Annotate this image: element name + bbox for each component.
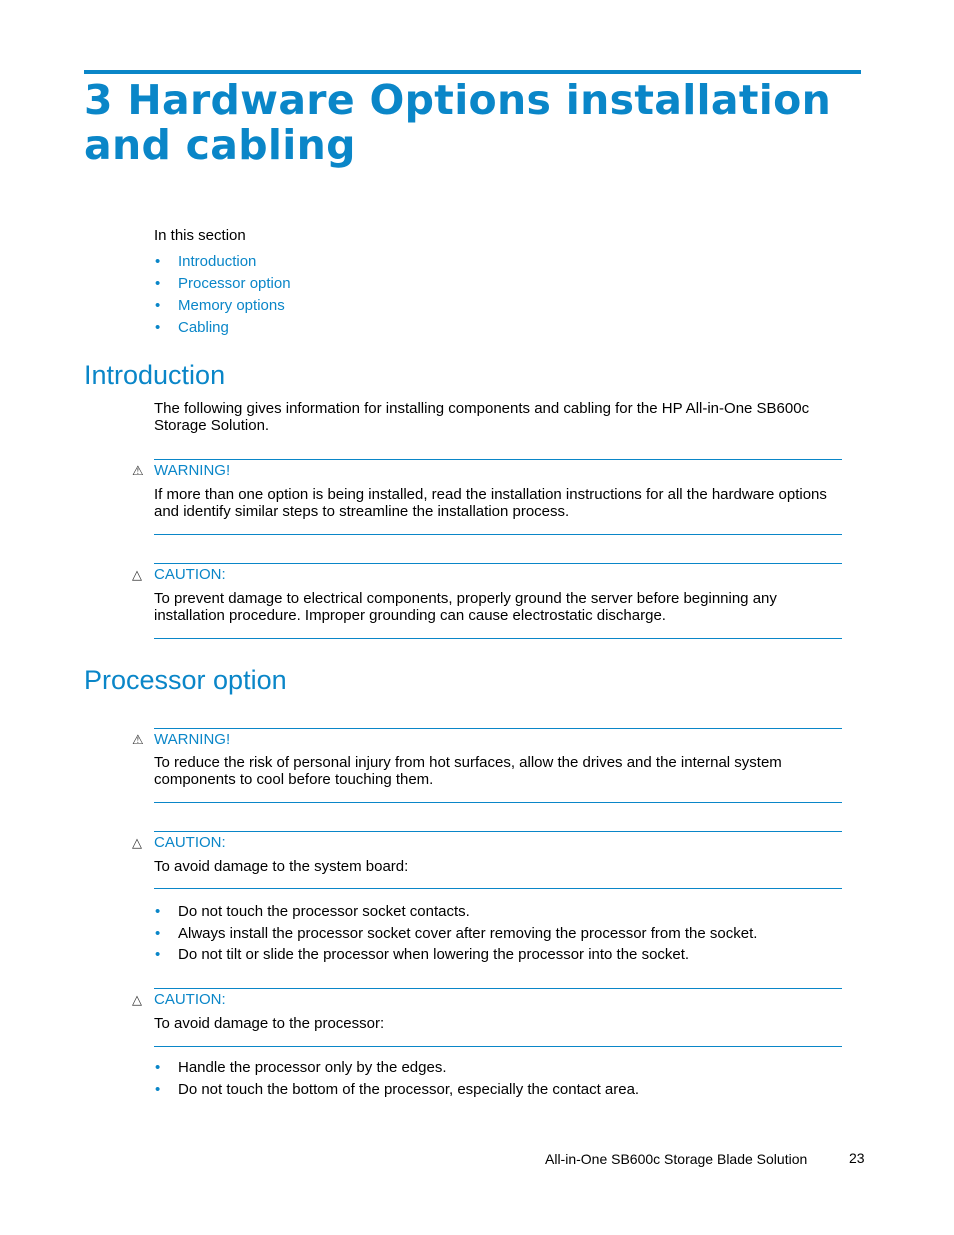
warning-icon: ⚠ — [132, 463, 144, 478]
caution-icon: △ — [132, 835, 142, 850]
toc-list — [154, 251, 291, 339]
notice-rule — [154, 459, 842, 460]
toc-label: In this section — [154, 227, 246, 244]
caution-icon: △ — [132, 992, 142, 1007]
bullet-icon: • — [155, 1080, 161, 1098]
notice-rule — [154, 563, 842, 564]
warning-label-text: WARNING! — [154, 462, 231, 479]
list-item-text: Do not touch the processor socket contacts. — [178, 903, 470, 920]
caution-label-text: CAUTION: — [154, 991, 226, 1008]
warning-text: To reduce the risk of personal injury from hot surfaces, allow the drives and the internal system components to cool before touching them. — [154, 754, 782, 788]
notice-rule — [154, 802, 842, 803]
list-item-text: Do not touch the bottom of the processor, especially the contact area. — [178, 1080, 640, 1098]
toc-link-introduction[interactable]: Introduction — [178, 253, 257, 270]
list-item-text: Always install the processor socket cover after removing the processor from the socket. — [178, 924, 758, 942]
notice-rule — [154, 988, 842, 989]
toc-item-introduction — [154, 251, 291, 273]
footer-title: All-in-One SB600c Storage Blade Solution — [545, 1151, 808, 1167]
caution-label-text: CAUTION: — [154, 834, 226, 851]
toc-link-processor-option[interactable]: Processor option — [178, 275, 291, 292]
warning-icon: ⚠ — [132, 732, 144, 747]
bullet-icon: • — [155, 319, 161, 336]
notice-rule — [154, 638, 842, 639]
list-item — [154, 1079, 639, 1101]
notice-rule — [154, 1046, 842, 1047]
caution-text: To avoid damage to the processor: — [154, 1015, 385, 1032]
list-item-text: Do not tilt or slide the processor when lowering the processor into the socket. — [178, 946, 690, 963]
caution-label — [132, 990, 226, 1010]
introduction-body: The following gives information for installing components and cabling for the HP All-in-One SB600c Storage Solution. — [154, 400, 810, 434]
list-item — [154, 944, 757, 966]
list-item-text: Handle the processor only by the edges. — [178, 1059, 447, 1076]
page-number: 23 — [849, 1150, 865, 1166]
bullet-icon: • — [155, 297, 161, 314]
notice-rule — [154, 534, 842, 535]
caution-label — [132, 565, 226, 585]
chapter-top-rule — [84, 70, 861, 74]
toc-item-processor-option — [154, 273, 291, 295]
list-item — [154, 1057, 639, 1079]
bullet-icon: • — [155, 275, 161, 292]
section-heading-processor-option: Processor option — [84, 665, 287, 695]
toc-item-memory-options — [154, 295, 291, 317]
caution-icon: △ — [132, 567, 142, 582]
warning-label-text: WARNING! — [154, 731, 231, 748]
warning-text: If more than one option is being installed, read the installation instructions for all the hardware options and identify similar steps to streamline the installation process. — [154, 486, 827, 520]
chapter-title — [84, 78, 864, 168]
bullet-icon: • — [155, 946, 161, 963]
bullet-icon: • — [155, 253, 161, 270]
processor-precautions-list — [154, 1057, 639, 1100]
bullet-icon: • — [155, 903, 161, 920]
chapter-title-line2: and cabling — [84, 121, 356, 169]
caution-label — [132, 833, 226, 853]
list-item — [154, 901, 757, 923]
system-board-precautions-list — [154, 901, 757, 966]
toc-link-cabling[interactable]: Cabling — [178, 319, 229, 336]
toc-link-memory-options[interactable]: Memory options — [178, 297, 285, 314]
notice-rule — [154, 831, 842, 832]
caution-text: To avoid damage to the system board: — [154, 858, 409, 875]
warning-label — [132, 461, 230, 481]
section-heading-introduction: Introduction — [84, 360, 226, 390]
caution-text: To prevent damage to electrical components, properly ground the server before beginning any installation procedure. Improper grounding can cause electrostatic discharge. — [154, 590, 777, 624]
chapter-title-line1: 3 Hardware Options installation — [84, 76, 832, 124]
notice-rule — [154, 888, 842, 889]
bullet-icon: • — [155, 924, 161, 942]
notice-rule — [154, 728, 842, 729]
toc-item-cabling — [154, 317, 291, 339]
bullet-icon: • — [155, 1059, 161, 1076]
list-item — [154, 923, 757, 945]
warning-label — [132, 730, 230, 750]
caution-label-text: CAUTION: — [154, 566, 226, 583]
